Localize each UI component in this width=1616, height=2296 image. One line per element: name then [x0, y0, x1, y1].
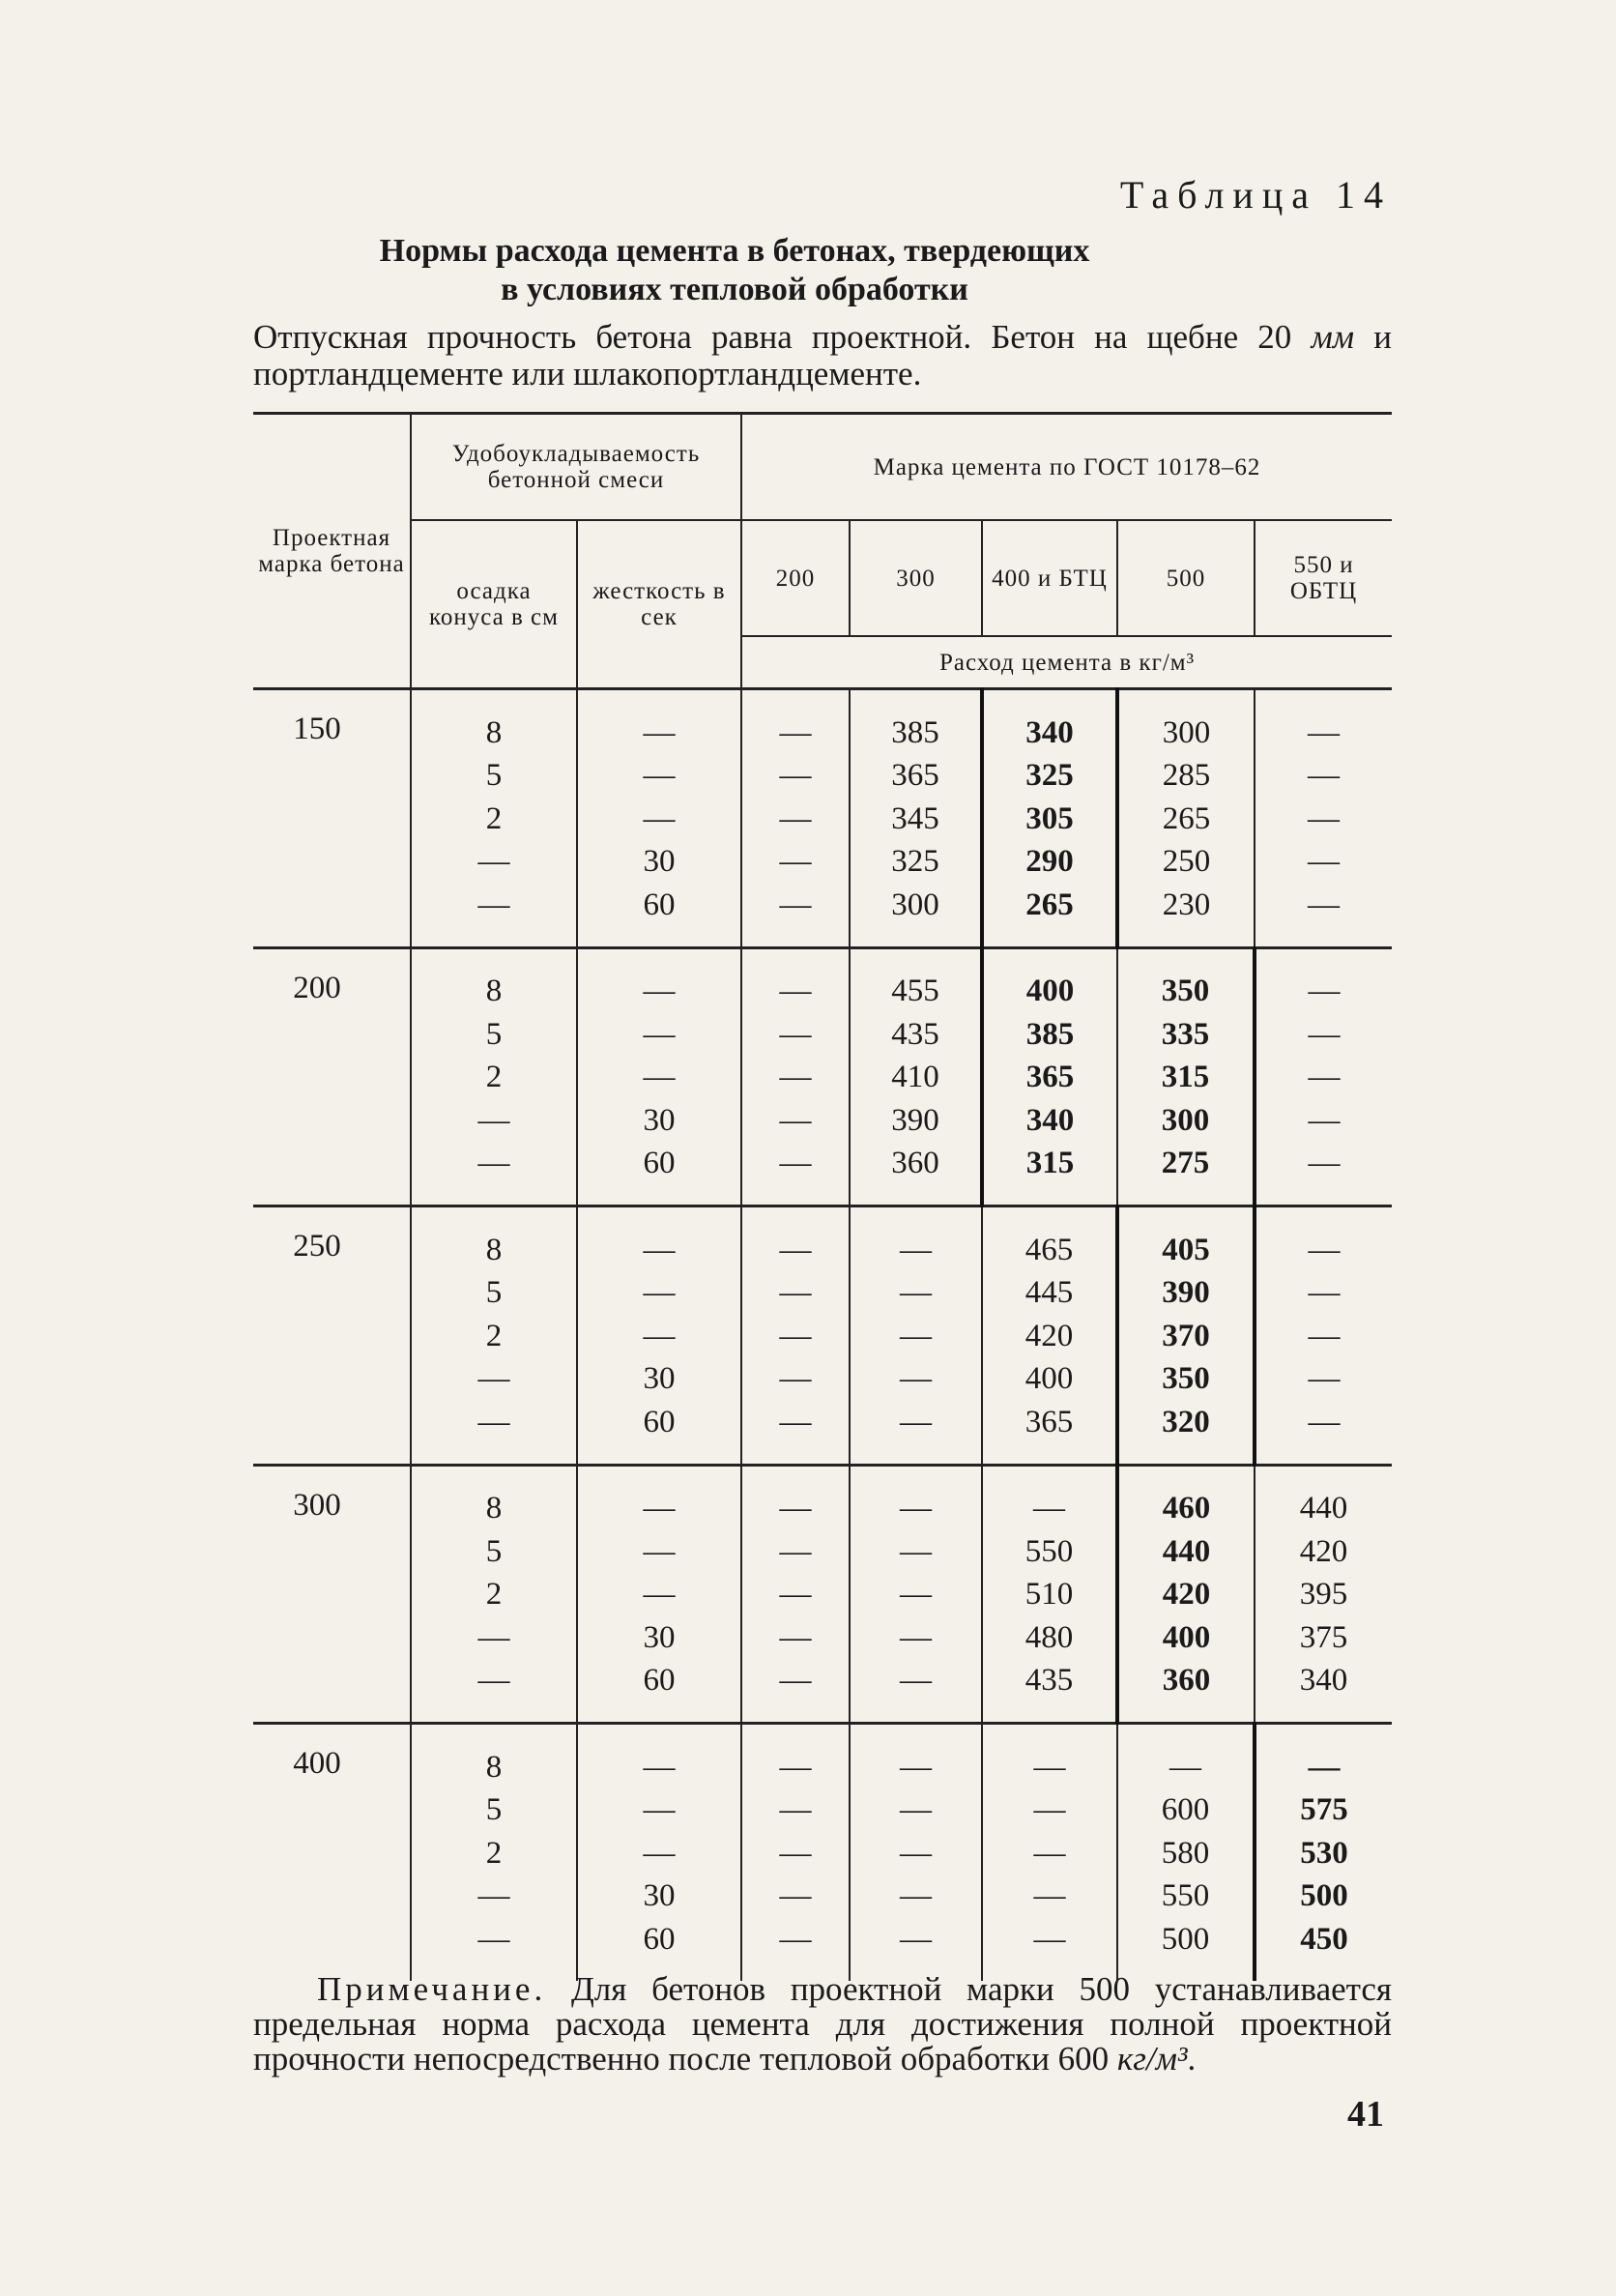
- table-row: [253, 1206, 1392, 1272]
- header-cement-400: 400 и БТЦ: [982, 520, 1117, 636]
- cell-c200: —: [741, 884, 850, 947]
- cell-c400: 305: [982, 798, 1117, 841]
- cell-cone: 5: [411, 1013, 577, 1057]
- cell-c300: 325: [850, 841, 982, 885]
- cell-c200: —: [741, 1574, 850, 1617]
- table-body: [253, 689, 1392, 1981]
- cell-c200: —: [741, 1875, 850, 1919]
- cell-cone: 5: [411, 1789, 577, 1833]
- table-row: [253, 1315, 1392, 1358]
- cell-c300: 410: [850, 1057, 982, 1100]
- cell-c500: 230: [1117, 884, 1255, 947]
- cell-c400: —: [982, 1789, 1117, 1833]
- table-row: [253, 755, 1392, 799]
- cell-cone: —: [411, 1875, 577, 1919]
- cell-stiffness: 60: [577, 1660, 741, 1724]
- table-title-line-2: в условиях тепловой обработки: [501, 272, 968, 307]
- cell-c500: 265: [1117, 798, 1255, 841]
- cell-c200: —: [741, 1315, 850, 1358]
- cell-c550: 450: [1255, 1918, 1392, 1981]
- cell-c500: 250: [1117, 841, 1255, 885]
- table-row: [253, 1875, 1392, 1919]
- cell-c550: —: [1255, 1358, 1392, 1402]
- cell-stiffness: —: [577, 1465, 741, 1530]
- table-row: [253, 1660, 1392, 1724]
- cell-cone: 5: [411, 1530, 577, 1574]
- cell-c200: —: [741, 798, 850, 841]
- table-number: Таблица 14: [1119, 173, 1392, 217]
- cell-stiffness: 30: [577, 1358, 741, 1402]
- cell-c300: —: [850, 1832, 982, 1875]
- cell-c400: 435: [982, 1660, 1117, 1724]
- cell-cone: —: [411, 1401, 577, 1465]
- header-cement-200: 200: [741, 520, 850, 636]
- cell-c200: —: [741, 1272, 850, 1316]
- table-row: [253, 884, 1392, 947]
- cell-c300: —: [850, 1358, 982, 1402]
- cell-c550: —: [1255, 1143, 1392, 1206]
- cell-stiffness: —: [577, 1057, 741, 1100]
- cell-stiffness: 30: [577, 1099, 741, 1143]
- cell-c550: —: [1255, 1315, 1392, 1358]
- cell-c200: —: [741, 1401, 850, 1465]
- concrete-grade-cell: 150: [253, 689, 411, 948]
- cell-c400: 315: [982, 1143, 1117, 1206]
- cell-c550: —: [1255, 1401, 1392, 1465]
- cell-c300: —: [850, 1401, 982, 1465]
- cell-c400: 325: [982, 755, 1117, 799]
- table-row: [253, 1057, 1392, 1100]
- table-row: [253, 1143, 1392, 1206]
- cell-c500: 320: [1117, 1401, 1255, 1465]
- cell-c200: —: [741, 1057, 850, 1100]
- cell-stiffness: —: [577, 1530, 741, 1574]
- cell-cone: 8: [411, 1206, 577, 1272]
- cell-c500: 350: [1117, 947, 1255, 1013]
- cell-cone: —: [411, 1099, 577, 1143]
- cell-cone: —: [411, 1660, 577, 1724]
- cell-c550: —: [1255, 841, 1392, 885]
- header-cement-grade: Марка цемента по ГОСТ 10178–62: [741, 414, 1392, 521]
- table-row: [253, 1530, 1392, 1574]
- cell-c200: —: [741, 841, 850, 885]
- cell-cone: —: [411, 1358, 577, 1402]
- cell-c500: 460: [1117, 1465, 1255, 1530]
- cell-c500: 350: [1117, 1358, 1255, 1402]
- header-consumption: Расход цемента в кг/м³: [741, 636, 1392, 689]
- cell-c550: —: [1255, 1013, 1392, 1057]
- cell-stiffness: —: [577, 947, 741, 1013]
- cell-stiffness: —: [577, 1832, 741, 1875]
- cell-c200: —: [741, 1206, 850, 1272]
- header-cone-slump: осадка конуса в см: [411, 520, 577, 689]
- header-cement-500: 500: [1117, 520, 1255, 636]
- cell-c500: 300: [1117, 1099, 1255, 1143]
- cell-c300: —: [850, 1574, 982, 1617]
- cell-c300: —: [850, 1272, 982, 1316]
- cell-c500: 390: [1117, 1272, 1255, 1316]
- cell-stiffness: 30: [577, 1875, 741, 1919]
- header-cement-550: 550 и ОБТЦ: [1255, 520, 1392, 636]
- cell-cone: 2: [411, 798, 577, 841]
- cell-stiffness: 60: [577, 1143, 741, 1206]
- cell-c400: —: [982, 1832, 1117, 1875]
- cell-c550: 530: [1255, 1832, 1392, 1875]
- cell-cone: 8: [411, 947, 577, 1013]
- cell-c200: —: [741, 1358, 850, 1402]
- note-label: Примечание.: [317, 1970, 547, 2008]
- cell-cone: 5: [411, 755, 577, 799]
- cell-c200: —: [741, 1832, 850, 1875]
- concrete-grade-cell: 300: [253, 1465, 411, 1724]
- cell-c500: 300: [1117, 689, 1255, 755]
- cell-c550: —: [1255, 1099, 1392, 1143]
- table-row: [253, 947, 1392, 1013]
- cell-c500: 580: [1117, 1832, 1255, 1875]
- cell-c550: 420: [1255, 1530, 1392, 1574]
- intro-unit: мм: [1311, 318, 1355, 356]
- cell-c500: 285: [1117, 755, 1255, 799]
- cell-cone: —: [411, 884, 577, 947]
- cell-c500: 420: [1117, 1574, 1255, 1617]
- cell-stiffness: —: [577, 1206, 741, 1272]
- table-row: [253, 1013, 1392, 1057]
- table-row: [253, 1099, 1392, 1143]
- cell-c200: —: [741, 1660, 850, 1724]
- concrete-grade-cell: 250: [253, 1206, 411, 1466]
- cell-c300: —: [850, 1530, 982, 1574]
- cell-c300: 455: [850, 947, 982, 1013]
- cell-cone: —: [411, 1616, 577, 1660]
- cell-cone: 2: [411, 1315, 577, 1358]
- note-unit: кг/м³: [1116, 2040, 1188, 2078]
- cell-stiffness: —: [577, 1272, 741, 1316]
- cell-cone: —: [411, 1143, 577, 1206]
- cell-stiffness: —: [577, 1315, 741, 1358]
- cell-c200: —: [741, 1099, 850, 1143]
- cell-c300: —: [850, 1206, 982, 1272]
- cell-stiffness: —: [577, 1789, 741, 1833]
- table-row: [253, 1616, 1392, 1660]
- cell-cone: 8: [411, 1724, 577, 1789]
- cell-cone: —: [411, 841, 577, 885]
- cement-norms-table: [253, 412, 1392, 1981]
- cell-c400: 365: [982, 1057, 1117, 1100]
- cell-cone: 2: [411, 1574, 577, 1617]
- cell-c200: —: [741, 1918, 850, 1981]
- cell-c400: 265: [982, 884, 1117, 947]
- cell-c400: 420: [982, 1315, 1117, 1358]
- cell-stiffness: —: [577, 755, 741, 799]
- cell-cone: 2: [411, 1832, 577, 1875]
- cell-c300: —: [850, 1918, 982, 1981]
- cell-stiffness: —: [577, 1013, 741, 1057]
- cell-c300: —: [850, 1789, 982, 1833]
- header-cement-300: 300: [850, 520, 982, 636]
- intro-paragraph: [253, 319, 1392, 392]
- cell-c500: 550: [1117, 1875, 1255, 1919]
- cell-c200: —: [741, 1789, 850, 1833]
- cell-c300: —: [850, 1315, 982, 1358]
- cell-cone: 5: [411, 1272, 577, 1316]
- header-concrete-grade: Проектная марка бетона: [253, 414, 411, 689]
- cell-c300: —: [850, 1616, 982, 1660]
- cell-c400: 480: [982, 1616, 1117, 1660]
- concrete-grade-cell: 200: [253, 947, 411, 1206]
- cell-c300: 345: [850, 798, 982, 841]
- cell-c200: —: [741, 689, 850, 755]
- cell-c300: —: [850, 1660, 982, 1724]
- cell-c200: —: [741, 1465, 850, 1530]
- cell-c400: 445: [982, 1272, 1117, 1316]
- cell-c550: —: [1255, 689, 1392, 755]
- table-row: [253, 1724, 1392, 1789]
- cell-c200: —: [741, 1724, 850, 1789]
- cell-c400: 400: [982, 1358, 1117, 1402]
- cell-c500: 440: [1117, 1530, 1255, 1574]
- cell-c200: —: [741, 947, 850, 1013]
- cell-stiffness: 60: [577, 1401, 741, 1465]
- table-row: [253, 1465, 1392, 1530]
- cell-c400: —: [982, 1918, 1117, 1981]
- table-row: [253, 841, 1392, 885]
- cell-c300: 385: [850, 689, 982, 755]
- cell-c500: —: [1117, 1724, 1255, 1789]
- table-row: [253, 1272, 1392, 1316]
- intro-text-1: Отпускная прочность бетона равна проектной. Бетон на щебне 20: [253, 318, 1312, 356]
- cell-stiffness: 30: [577, 1616, 741, 1660]
- cell-stiffness: —: [577, 1724, 741, 1789]
- table-title: [251, 232, 1218, 309]
- cell-stiffness: 60: [577, 1918, 741, 1981]
- intro-text-2: и портландцементе или шлакопортландцементе.: [253, 318, 1393, 392]
- cell-c200: —: [741, 1616, 850, 1660]
- cell-c550: 500: [1255, 1875, 1392, 1919]
- cell-c500: 400: [1117, 1616, 1255, 1660]
- cell-cone: 2: [411, 1057, 577, 1100]
- cell-stiffness: 30: [577, 841, 741, 885]
- cell-c550: —: [1255, 755, 1392, 799]
- cell-c300: —: [850, 1724, 982, 1789]
- table-row: [253, 1574, 1392, 1617]
- table-row: [253, 1789, 1392, 1833]
- cell-c500: 315: [1117, 1057, 1255, 1100]
- cell-c300: —: [850, 1465, 982, 1530]
- cell-c400: 400: [982, 947, 1117, 1013]
- cell-c500: 370: [1117, 1315, 1255, 1358]
- cell-c400: 290: [982, 841, 1117, 885]
- page-number: 41: [1347, 2094, 1384, 2135]
- cell-c400: 550: [982, 1530, 1117, 1574]
- cell-c200: —: [741, 1143, 850, 1206]
- cell-cone: 8: [411, 689, 577, 755]
- table-title-line-1: Нормы расхода цемента в бетонах, твердеющих: [379, 233, 1090, 269]
- table-row: [253, 1358, 1392, 1402]
- concrete-grade-cell: 400: [253, 1724, 411, 1981]
- cell-c550: —: [1255, 1206, 1392, 1272]
- table-row: [253, 1832, 1392, 1875]
- cell-c300: 360: [850, 1143, 982, 1206]
- cell-c500: 405: [1117, 1206, 1255, 1272]
- cell-c400: 340: [982, 1099, 1117, 1143]
- cell-c550: 575: [1255, 1789, 1392, 1833]
- cell-c500: 500: [1117, 1918, 1255, 1981]
- cell-c550: 440: [1255, 1465, 1392, 1530]
- cell-c300: 390: [850, 1099, 982, 1143]
- cell-c400: —: [982, 1875, 1117, 1919]
- cell-c400: 510: [982, 1574, 1117, 1617]
- cell-c400: 340: [982, 689, 1117, 755]
- cell-c550: —: [1255, 1272, 1392, 1316]
- table-row: [253, 1401, 1392, 1465]
- cell-stiffness: —: [577, 1574, 741, 1617]
- cell-c300: 365: [850, 755, 982, 799]
- cell-c200: —: [741, 755, 850, 799]
- cell-cone: —: [411, 1918, 577, 1981]
- cell-c500: 600: [1117, 1789, 1255, 1833]
- cell-c550: 340: [1255, 1660, 1392, 1724]
- cell-c300: 300: [850, 884, 982, 947]
- cell-c400: —: [982, 1465, 1117, 1530]
- cell-c300: 435: [850, 1013, 982, 1057]
- cell-c200: —: [741, 1530, 850, 1574]
- footnote: [253, 1972, 1392, 2077]
- cell-c400: —: [982, 1724, 1117, 1789]
- cell-c400: 365: [982, 1401, 1117, 1465]
- cell-c500: 360: [1117, 1660, 1255, 1724]
- cell-c200: —: [741, 1013, 850, 1057]
- cell-c550: —: [1255, 1057, 1392, 1100]
- cell-stiffness: —: [577, 798, 741, 841]
- cell-cone: 8: [411, 1465, 577, 1530]
- cell-c550: —: [1255, 947, 1392, 1013]
- cell-c550: 395: [1255, 1574, 1392, 1617]
- cell-c550: —: [1255, 798, 1392, 841]
- header-workability: Удобоукладываемость бетонной смеси: [411, 414, 741, 521]
- cell-c400: 465: [982, 1206, 1117, 1272]
- note-text: Для бетонов проектной марки 500 устанавливается предельная норма расхода цемента для достижения полной проектной прочности непосредственно после тепловой обработки 600: [253, 1970, 1392, 2078]
- cell-c550: —: [1255, 884, 1392, 947]
- cell-stiffness: 60: [577, 884, 741, 947]
- cell-stiffness: —: [577, 689, 741, 755]
- cell-c500: 275: [1117, 1143, 1255, 1206]
- note-end: .: [1187, 2040, 1197, 2078]
- cell-c300: —: [850, 1875, 982, 1919]
- table-row: [253, 689, 1392, 755]
- header-stiffness: жесткость в сек: [577, 520, 741, 689]
- cell-c550: —: [1255, 1724, 1392, 1789]
- cell-c550: 375: [1255, 1616, 1392, 1660]
- cell-c500: 335: [1117, 1013, 1255, 1057]
- cell-c400: 385: [982, 1013, 1117, 1057]
- table-row: [253, 798, 1392, 841]
